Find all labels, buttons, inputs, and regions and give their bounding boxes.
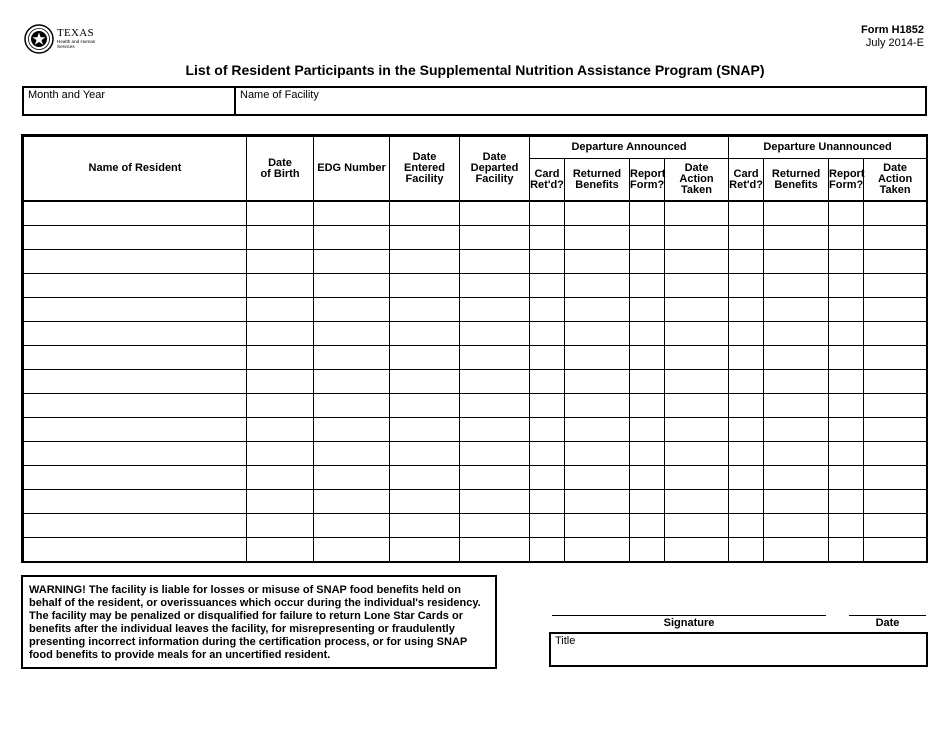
signature-line[interactable]	[552, 615, 826, 616]
table-cell[interactable]	[764, 490, 829, 514]
liability-warning: WARNING! The facility is liable for losses or misuse of SNAP food benefits held on behalf of the resident, or overissuances which occur during the individual's residency. The facility may be penalized or disqualified for failure to return Lone Star Cards or benefits after the individual leaves the facility, for misrepresenting or fraudulently presenting incorrect information during the certification process, or for using SNAP food benefits to provide meals for an uncertified resident.	[21, 575, 497, 669]
table-cell[interactable]	[530, 466, 565, 490]
table-cell[interactable]	[764, 322, 829, 346]
table-row	[24, 346, 927, 370]
table-cell[interactable]	[864, 298, 927, 322]
table-cell[interactable]	[24, 298, 247, 322]
table-cell[interactable]	[729, 298, 764, 322]
table-cell[interactable]	[314, 201, 390, 226]
table-cell[interactable]	[24, 346, 247, 370]
table-cell[interactable]	[314, 442, 390, 466]
table-cell[interactable]	[565, 346, 630, 370]
table-cell[interactable]	[24, 322, 247, 346]
table-cell[interactable]	[247, 298, 314, 322]
table-cell[interactable]	[247, 226, 314, 250]
table-cell[interactable]	[864, 538, 927, 562]
table-cell[interactable]	[24, 370, 247, 394]
table-cell[interactable]	[530, 394, 565, 418]
table-cell[interactable]	[460, 346, 530, 370]
col-unannounced-card-returned: Card Ret'd?	[729, 159, 764, 202]
table-cell[interactable]	[247, 322, 314, 346]
table-cell[interactable]	[729, 418, 764, 442]
col-announced-card-returned: Card Ret'd?	[530, 159, 565, 202]
table-cell[interactable]	[565, 466, 630, 490]
table-cell[interactable]	[314, 226, 390, 250]
table-cell[interactable]	[565, 298, 630, 322]
table-cell[interactable]	[247, 442, 314, 466]
table-cell[interactable]	[665, 538, 729, 562]
table-cell[interactable]	[630, 346, 665, 370]
group-departure-announced: Departure Announced	[530, 137, 729, 159]
table-cell[interactable]	[764, 466, 829, 490]
table-cell[interactable]	[565, 442, 630, 466]
col-unannounced-report-form: Report Form?	[829, 159, 864, 202]
form-identifier	[861, 24, 924, 50]
table-cell[interactable]	[460, 538, 530, 562]
table-cell[interactable]	[460, 250, 530, 274]
table-cell[interactable]	[565, 250, 630, 274]
table-cell[interactable]	[630, 466, 665, 490]
table-cell[interactable]	[729, 346, 764, 370]
table-cell[interactable]	[630, 514, 665, 538]
table-row	[24, 538, 927, 562]
table-cell[interactable]	[864, 418, 927, 442]
table-cell[interactable]	[460, 418, 530, 442]
table-cell[interactable]	[829, 490, 864, 514]
table-cell[interactable]	[565, 514, 630, 538]
month-year-field[interactable]	[24, 88, 234, 114]
table-cell[interactable]	[314, 490, 390, 514]
resident-table	[23, 136, 927, 562]
table-cell[interactable]	[24, 442, 247, 466]
table-row	[24, 298, 927, 322]
table-cell[interactable]	[530, 490, 565, 514]
table-cell[interactable]	[764, 394, 829, 418]
table-cell[interactable]	[864, 370, 927, 394]
table-cell[interactable]	[390, 490, 460, 514]
table-cell[interactable]	[829, 226, 864, 250]
table-cell[interactable]	[530, 442, 565, 466]
table-cell[interactable]	[829, 298, 864, 322]
title-field[interactable]	[549, 632, 928, 667]
form-number: Form H1852	[861, 24, 924, 36]
table-cell[interactable]	[729, 201, 764, 226]
col-edg-number: EDG Number	[314, 137, 390, 202]
table-cell[interactable]	[314, 298, 390, 322]
table-cell[interactable]	[247, 538, 314, 562]
table-cell[interactable]	[630, 370, 665, 394]
table-cell[interactable]	[314, 418, 390, 442]
table-cell[interactable]	[630, 226, 665, 250]
table-cell[interactable]	[829, 370, 864, 394]
date-label: Date	[875, 617, 900, 629]
facility-name-field[interactable]	[236, 88, 925, 114]
col-date-entered-facility: Date Entered Facility	[390, 137, 460, 202]
table-cell[interactable]	[460, 490, 530, 514]
table-cell[interactable]	[530, 298, 565, 322]
table-cell[interactable]	[314, 250, 390, 274]
table-cell[interactable]	[460, 298, 530, 322]
table-cell[interactable]	[390, 250, 460, 274]
table-cell[interactable]	[729, 394, 764, 418]
title-label: Title	[555, 635, 576, 647]
table-cell[interactable]	[729, 226, 764, 250]
agency-name: TEXAS	[57, 27, 94, 39]
table-cell[interactable]	[24, 466, 247, 490]
table-cell[interactable]	[764, 442, 829, 466]
table-cell[interactable]	[247, 274, 314, 298]
table-cell[interactable]	[630, 538, 665, 562]
table-cell[interactable]	[630, 250, 665, 274]
table-cell[interactable]	[729, 250, 764, 274]
table-cell[interactable]	[864, 394, 927, 418]
table-cell[interactable]	[864, 201, 927, 226]
table-cell[interactable]	[24, 226, 247, 250]
table-cell[interactable]	[864, 250, 927, 274]
table-cell[interactable]	[530, 370, 565, 394]
table-cell[interactable]	[247, 514, 314, 538]
col-date-departed-facility: Date Departed Facility	[460, 137, 530, 202]
table-cell[interactable]	[460, 322, 530, 346]
table-cell[interactable]	[729, 274, 764, 298]
page-title: List of Resident Participants in the Supplemental Nutrition Assistance Program (SNAP)	[185, 62, 765, 78]
table-cell[interactable]	[314, 538, 390, 562]
col-date-of-birth: Date of Birth	[247, 137, 314, 202]
table-cell[interactable]	[729, 490, 764, 514]
table-cell[interactable]	[764, 418, 829, 442]
table-cell[interactable]	[630, 490, 665, 514]
table-cell[interactable]	[764, 514, 829, 538]
table-cell[interactable]	[665, 201, 729, 226]
table-cell[interactable]	[24, 490, 247, 514]
table-cell[interactable]	[530, 346, 565, 370]
table-cell[interactable]	[390, 538, 460, 562]
table-cell[interactable]	[24, 538, 247, 562]
table-cell[interactable]	[729, 322, 764, 346]
table-cell[interactable]	[314, 514, 390, 538]
col-announced-report-form: Report Form?	[630, 159, 665, 202]
table-cell[interactable]	[390, 394, 460, 418]
table-cell[interactable]	[565, 394, 630, 418]
table-cell[interactable]	[390, 418, 460, 442]
table-cell[interactable]	[460, 442, 530, 466]
table-cell[interactable]	[565, 226, 630, 250]
table-cell[interactable]	[829, 346, 864, 370]
group-departure-unannounced: Departure Unannounced	[729, 137, 927, 159]
table-row	[24, 394, 927, 418]
table-cell[interactable]	[247, 418, 314, 442]
table-cell[interactable]	[24, 394, 247, 418]
col-name-of-resident: Name of Resident	[24, 137, 247, 202]
table-cell[interactable]	[390, 514, 460, 538]
table-cell[interactable]	[864, 466, 927, 490]
table-cell[interactable]	[565, 201, 630, 226]
table-cell[interactable]	[247, 250, 314, 274]
table-cell[interactable]	[24, 514, 247, 538]
table-cell[interactable]	[729, 466, 764, 490]
table-cell[interactable]	[530, 201, 565, 226]
table-cell[interactable]	[665, 274, 729, 298]
table-row	[24, 201, 927, 226]
table-cell[interactable]	[247, 490, 314, 514]
table-cell[interactable]	[665, 250, 729, 274]
table-cell[interactable]	[864, 226, 927, 250]
table-cell[interactable]	[729, 370, 764, 394]
table-cell[interactable]	[665, 346, 729, 370]
table-row	[24, 490, 927, 514]
table-row	[24, 466, 927, 490]
table-cell[interactable]	[565, 370, 630, 394]
date-line[interactable]	[849, 615, 926, 616]
table-cell[interactable]	[665, 394, 729, 418]
table-row	[24, 514, 927, 538]
table-cell[interactable]	[565, 538, 630, 562]
agency-subtitle: Health and Human Services	[57, 39, 96, 49]
table-cell[interactable]	[764, 370, 829, 394]
table-cell[interactable]	[864, 490, 927, 514]
table-row	[24, 442, 927, 466]
table-cell[interactable]	[247, 466, 314, 490]
table-cell[interactable]	[460, 201, 530, 226]
table-cell[interactable]	[864, 346, 927, 370]
table-cell[interactable]	[665, 418, 729, 442]
table-cell[interactable]	[530, 226, 565, 250]
agency-logo	[24, 24, 104, 54]
table-cell[interactable]	[460, 226, 530, 250]
table-cell[interactable]	[460, 514, 530, 538]
signature-label: Signature	[663, 617, 715, 629]
month-year-label: Month and Year	[28, 89, 106, 101]
resident-table-frame	[21, 134, 928, 563]
table-cell[interactable]	[764, 274, 829, 298]
table-cell[interactable]	[530, 514, 565, 538]
table-cell[interactable]	[829, 274, 864, 298]
table-row	[24, 250, 927, 274]
table-cell[interactable]	[24, 201, 247, 226]
table-cell[interactable]	[390, 226, 460, 250]
table-cell[interactable]	[530, 418, 565, 442]
texas-seal-icon	[24, 24, 54, 54]
table-cell[interactable]	[314, 322, 390, 346]
table-cell[interactable]	[460, 394, 530, 418]
table-cell[interactable]	[764, 538, 829, 562]
table-cell[interactable]	[390, 346, 460, 370]
table-cell[interactable]	[24, 274, 247, 298]
table-cell[interactable]	[530, 250, 565, 274]
table-cell[interactable]	[764, 201, 829, 226]
table-cell[interactable]	[665, 466, 729, 490]
table-cell[interactable]	[565, 322, 630, 346]
table-cell[interactable]	[530, 322, 565, 346]
table-cell[interactable]	[729, 514, 764, 538]
table-cell[interactable]	[530, 538, 565, 562]
table-cell[interactable]	[665, 226, 729, 250]
table-cell[interactable]	[764, 346, 829, 370]
col-announced-date-action-taken: Date Action Taken	[665, 159, 729, 202]
table-cell[interactable]	[390, 201, 460, 226]
table-cell[interactable]	[864, 274, 927, 298]
table-cell[interactable]	[764, 298, 829, 322]
table-cell[interactable]	[565, 418, 630, 442]
table-cell[interactable]	[460, 466, 530, 490]
table-cell[interactable]	[247, 201, 314, 226]
table-row	[24, 418, 927, 442]
table-cell[interactable]	[630, 201, 665, 226]
table-cell[interactable]	[630, 442, 665, 466]
col-unannounced-returned-benefits: Returned Benefits	[764, 159, 829, 202]
table-cell[interactable]	[665, 298, 729, 322]
table-cell[interactable]	[530, 274, 565, 298]
table-cell[interactable]	[829, 322, 864, 346]
form-revision: July 2014-E	[865, 37, 924, 49]
table-cell[interactable]	[460, 274, 530, 298]
table-row	[24, 370, 927, 394]
table-cell[interactable]	[247, 394, 314, 418]
table-cell[interactable]	[247, 346, 314, 370]
table-cell[interactable]	[665, 490, 729, 514]
table-cell[interactable]	[665, 442, 729, 466]
table-cell[interactable]	[665, 370, 729, 394]
header-fields	[22, 86, 927, 116]
table-cell[interactable]	[314, 346, 390, 370]
table-cell[interactable]	[565, 274, 630, 298]
table-cell[interactable]	[390, 466, 460, 490]
table-row	[24, 274, 927, 298]
table-cell[interactable]	[247, 370, 314, 394]
table-cell[interactable]	[764, 250, 829, 274]
table-cell[interactable]	[829, 442, 864, 466]
col-announced-returned-benefits: Returned Benefits	[565, 159, 630, 202]
table-cell[interactable]	[729, 538, 764, 562]
table-cell[interactable]	[390, 370, 460, 394]
table-cell[interactable]	[630, 274, 665, 298]
table-cell[interactable]	[829, 250, 864, 274]
table-cell[interactable]	[314, 466, 390, 490]
table-cell[interactable]	[460, 370, 530, 394]
table-cell[interactable]	[630, 322, 665, 346]
table-cell[interactable]	[390, 298, 460, 322]
table-cell[interactable]	[565, 490, 630, 514]
table-cell[interactable]	[390, 322, 460, 346]
table-cell[interactable]	[829, 201, 864, 226]
table-cell[interactable]	[864, 442, 927, 466]
table-cell[interactable]	[864, 322, 927, 346]
table-cell[interactable]	[24, 418, 247, 442]
table-cell[interactable]	[390, 442, 460, 466]
table-cell[interactable]	[314, 394, 390, 418]
facility-name-label: Name of Facility	[240, 89, 319, 101]
table-cell[interactable]	[764, 226, 829, 250]
table-cell[interactable]	[829, 418, 864, 442]
table-cell[interactable]	[630, 298, 665, 322]
table-cell[interactable]	[314, 370, 390, 394]
table-cell[interactable]	[630, 418, 665, 442]
table-cell[interactable]	[729, 442, 764, 466]
table-row	[24, 226, 927, 250]
table-cell[interactable]	[864, 514, 927, 538]
table-cell[interactable]	[665, 514, 729, 538]
table-cell[interactable]	[829, 466, 864, 490]
table-row	[24, 322, 927, 346]
table-cell[interactable]	[630, 394, 665, 418]
table-cell[interactable]	[390, 274, 460, 298]
table-cell[interactable]	[314, 274, 390, 298]
table-cell[interactable]	[829, 538, 864, 562]
table-cell[interactable]	[829, 394, 864, 418]
table-cell[interactable]	[665, 322, 729, 346]
table-cell[interactable]	[829, 514, 864, 538]
table-cell[interactable]	[24, 250, 247, 274]
col-unannounced-date-action-taken: Date Action Taken	[864, 159, 927, 202]
